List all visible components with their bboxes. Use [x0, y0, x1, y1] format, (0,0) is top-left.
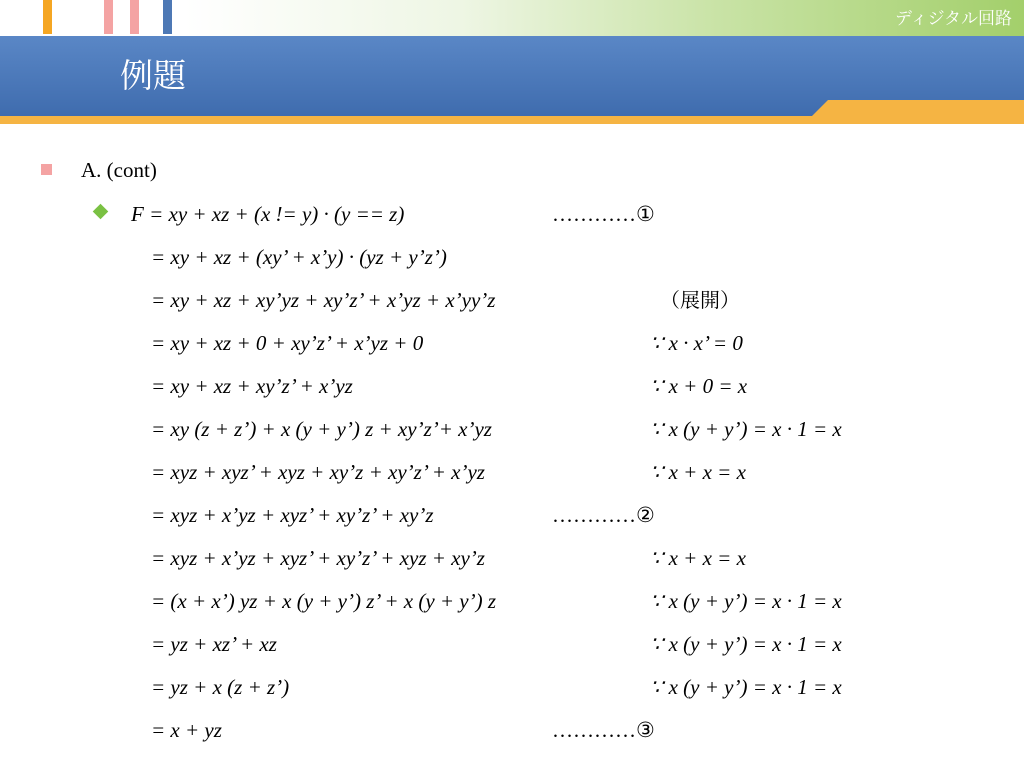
equation-line-11: = yz + xz’ + xz — [151, 632, 277, 656]
equation-line-5: = xy + xz + xy’z’ + x’yz — [151, 374, 353, 398]
bullet-diamond-icon — [93, 204, 109, 220]
accent-bar-pink — [130, 0, 139, 34]
equation-line-10: = (x + x’) yz + x (y + y’) z’ + x (y + y’) z — [151, 589, 497, 613]
equation-line-1: F = xy + xz + (x != y) · (y == z) — [131, 202, 405, 226]
course-category: ディジタル回路 — [895, 9, 1012, 29]
reason-note: ∵ x + x = x — [650, 546, 746, 570]
accent-bar-orange — [43, 0, 52, 34]
reason-note: ∵ x + x = x — [650, 460, 746, 484]
equation-marker-2: …………② — [552, 503, 655, 527]
header-strip — [0, 0, 1024, 36]
reason-note: ∵ x (y + y’) = x · 1 = x — [650, 632, 842, 656]
equation-line-4: = xy + xz + 0 + xy’z’ + x’yz + 0 — [151, 331, 424, 355]
reason-note: ∵ x (y + y’) = x · 1 = x — [650, 675, 842, 699]
reason-note: ∵ x + 0 = x — [650, 374, 748, 398]
equation-line-8: = xyz + x’yz + xyz’ + xy’z’ + xy’z — [151, 503, 434, 527]
equation-line-7: = xyz + xyz’ + xyz + xy’z + xy’z’ + x’yz — [151, 460, 485, 484]
accent-bar-pink — [104, 0, 113, 34]
equation-marker-1: …………① — [552, 202, 655, 226]
equation-line-13: = x + yz — [151, 718, 222, 742]
title-band-accent — [0, 100, 1024, 130]
equation-marker-3: …………③ — [552, 718, 655, 742]
accent-bar-blue — [163, 0, 172, 34]
slide-title: 例題 — [120, 56, 186, 95]
equation-line-12: = yz + x (z + z’) — [151, 675, 290, 699]
equation-line-3: = xy + xz + xy’yz + xy’z’ + x’yz + x’yy’z — [151, 288, 496, 312]
equation-line-2: = xy + xz + (xy’ + x’y) · (yz + y’z’) — [151, 245, 447, 269]
expand-note: （展開） — [660, 288, 740, 312]
reason-note: ∵ x (y + y’) = x · 1 = x — [650, 417, 842, 441]
bullet-square-icon — [41, 164, 52, 175]
reason-note: ∵ x · x’ = 0 — [650, 331, 743, 355]
section-heading: A. (cont) — [81, 158, 157, 182]
equation-line-9: = xyz + x’yz + xyz’ + xy’z’ + xyz + xy’z — [151, 546, 485, 570]
equation-line-6: = xy (z + z’) + x (y + y’) z + xy’z’+ x’yz — [151, 417, 492, 441]
reason-note: ∵ x (y + y’) = x · 1 = x — [650, 589, 842, 613]
